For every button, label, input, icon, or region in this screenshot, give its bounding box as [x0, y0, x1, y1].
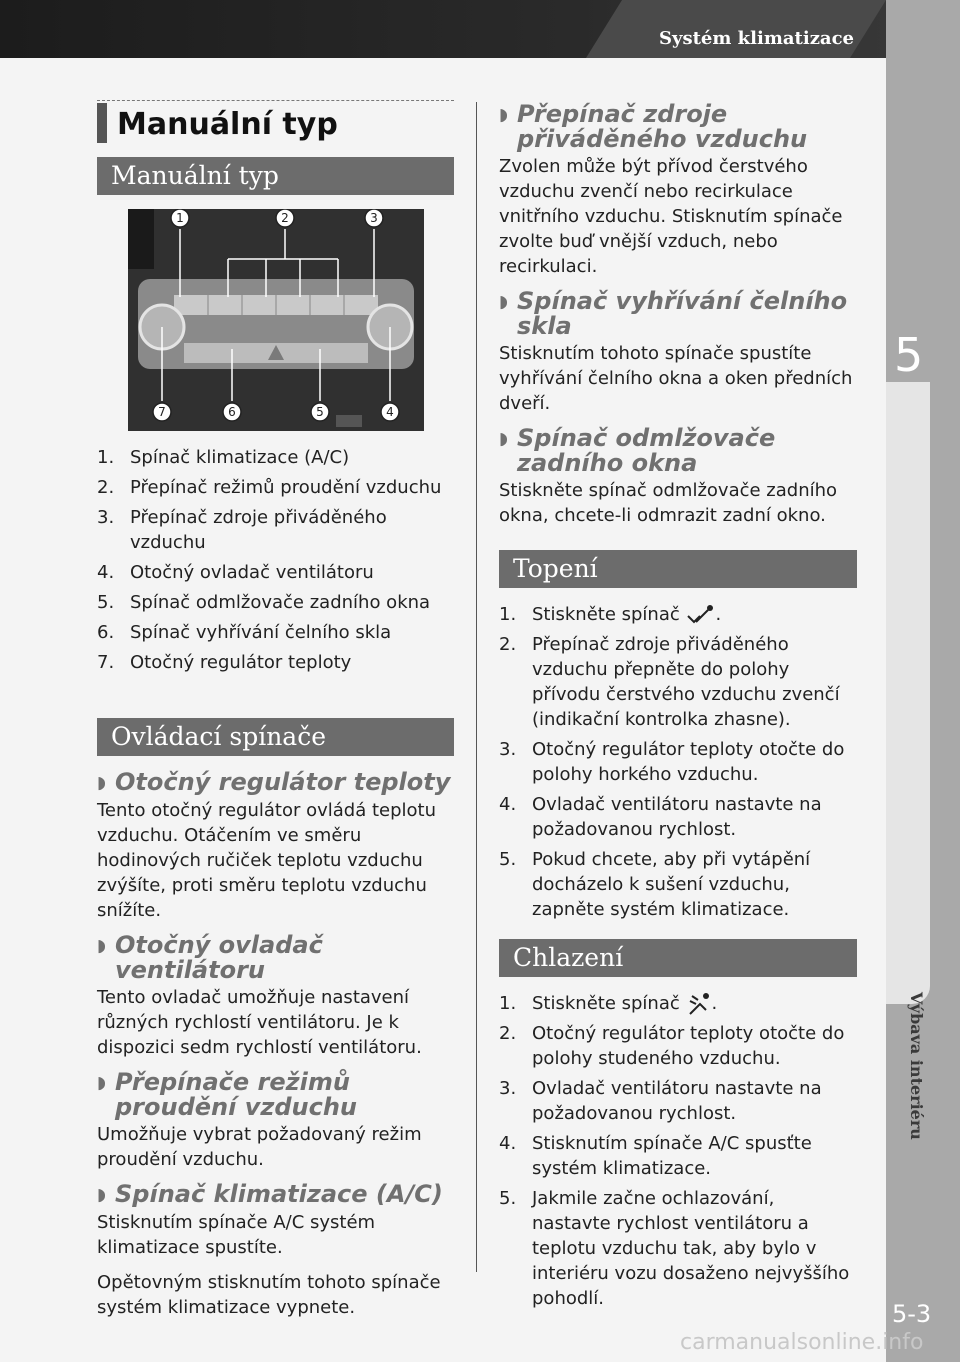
callout-2: 2 — [281, 211, 289, 225]
right-column — [499, 100, 857, 1316]
subheading-temp: ◗ Otočný regulátor teploty — [97, 768, 451, 796]
main-heading — [97, 100, 454, 143]
list-item: 1. Stiskněte spínač . — [499, 604, 722, 625]
callout-6: 6 — [228, 405, 236, 419]
section-heading-manual: Manuální typ — [97, 157, 454, 195]
triangle-icon: ◗ — [97, 1185, 106, 1205]
callout-7: 7 — [158, 405, 166, 419]
triangle-icon: ◗ — [97, 936, 106, 956]
paragraph: Umožňuje vybrat požadovaný režim proudění vzduchu. — [97, 1124, 422, 1170]
section-heading-heating: Topení — [499, 550, 857, 588]
page-number: 5-3 — [892, 1300, 932, 1328]
climate-panel-illustration — [128, 209, 424, 431]
list-item: 3. Ovladač ventilátoru nastavte na požadovanou rychlost. — [499, 1078, 822, 1124]
subheading-rear-defog: ◗ Spínač odmlžovače zadního okna — [499, 424, 776, 477]
subheading-airflow: ◗ Přepínače režimů proudění vzduchu — [97, 1068, 357, 1121]
list-item: 4. Ovladač ventilátoru nastavte na požadovanou rychlost. — [499, 794, 822, 840]
main-title: Manuální typ — [117, 107, 338, 142]
chapter-title: Systém klimatizace — [659, 28, 854, 49]
callout-5: 5 — [316, 405, 324, 419]
paragraph: Stisknutím spínače A/C systém klimatizace spustíte. — [97, 1212, 376, 1258]
callout-3: 3 — [370, 211, 378, 225]
heating-steps — [499, 602, 857, 922]
top-header-bar — [0, 0, 960, 58]
section-heading-cooling: Chlazení — [499, 939, 857, 977]
list-item: 3. Přepínač zdroje přiváděného vzduchu — [97, 507, 387, 553]
list-item: 1. Spínač klimatizace (A/C) — [97, 447, 350, 468]
callout-1: 1 — [176, 211, 184, 225]
triangle-icon: ◗ — [499, 429, 508, 449]
list-item: 2. Otočný regulátor teploty otočte do polohy studeného vzduchu. — [499, 1023, 845, 1069]
paragraph: Zvolen může být přívod čerstvého vzduchu zvenčí nebo recirkulace vnitřního vzduchu. Stisknutím spínače zvolte buď vnější vzduch, nebo recirkulaci. — [499, 156, 843, 277]
face-airflow-icon — [686, 992, 712, 1016]
chapter-number: 5 — [894, 328, 924, 382]
sidebar-tab — [886, 382, 930, 1140]
list-item: 1. Stiskněte spínač . — [499, 993, 718, 1014]
triangle-icon: ◗ — [499, 105, 508, 125]
climate-panel-figure — [128, 209, 424, 431]
list-item: 7. Otočný regulátor teploty — [97, 652, 352, 673]
paragraph: Stisknutím tohoto spínače spustíte vyhřívání čelního okna a oken předních dveří. — [499, 343, 853, 414]
triangle-icon: ◗ — [97, 773, 106, 793]
paragraph: Opětovným stisknutím tohoto spínače systém klimatizace vypnete. — [97, 1272, 441, 1318]
subheading-fan: ◗ Otočný ovladač ventilátoru — [97, 931, 323, 984]
paragraph: Tento otočný regulátor ovládá teplotu vzduchu. Otáčením ve směru hodinových ručiček teplotu vzduchu zvýšíte, proti směru teplotu vzduchu snížíte. — [97, 800, 437, 921]
column-divider — [476, 102, 477, 1272]
list-item: 5. Pokud chcete, aby při vytápění docházelo k sušení vzduchu, zapněte systém klimatizace. — [499, 849, 811, 920]
list-item: 3. Otočný regulátor teploty otočte do polohy horkého vzduchu. — [499, 739, 845, 785]
heading-bar — [97, 103, 107, 143]
list-item: 2. Přepínač zdroje přiváděného vzduchu přepněte do polohy přívodu čerstvého vzduchu zvenčí (indikační kontrolka zhasne). — [499, 634, 840, 730]
list-item: 5. Spínač odmlžovače zadního okna — [97, 592, 431, 613]
section-label: Výbava interiéru — [907, 992, 926, 1140]
chapter-sidebar — [886, 0, 960, 1362]
component-list — [97, 445, 454, 675]
watermark: carmanualsonline.info — [680, 1330, 924, 1355]
list-item: 4. Stisknutím spínače A/C spusťte systém klimatizace. — [499, 1133, 812, 1179]
subheading-ac: ◗ Spínač klimatizace (A/C) — [97, 1180, 443, 1208]
section-heading-controls: Ovládací spínače — [97, 718, 454, 756]
list-item: 6. Spínač vyhřívání čelního skla — [97, 622, 392, 643]
triangle-icon: ◗ — [499, 292, 508, 312]
floor-airflow-icon — [686, 604, 716, 626]
paragraph: Tento ovladač umožňuje nastavení různých rychlostí ventilátoru. Je k dispozici sedm rychlostí ventilátoru. — [97, 987, 422, 1058]
paragraph: Stiskněte spínač odmlžovače zadního okna, chcete-li odmrazit zadní okno. — [499, 480, 838, 526]
callout-4: 4 — [386, 405, 394, 419]
left-column — [97, 100, 454, 1330]
subheading-windshield: ◗ Spínač vyhřívání čelního skla — [499, 287, 848, 340]
cooling-steps — [499, 991, 857, 1311]
triangle-icon: ◗ — [97, 1073, 106, 1093]
list-item: 2. Přepínač režimů proudění vzduchu — [97, 477, 442, 498]
list-item: 4. Otočný ovladač ventilátoru — [97, 562, 374, 583]
list-item: 5. Jakmile začne ochlazování, nastavte rychlost ventilátoru a teplotu vzduchu tak, aby bylo v interiéru vozu dosaženo nejvyššího pohodlí. — [499, 1188, 850, 1309]
subheading-intake: ◗ Přepínač zdroje přiváděného vzduchu — [499, 100, 808, 153]
